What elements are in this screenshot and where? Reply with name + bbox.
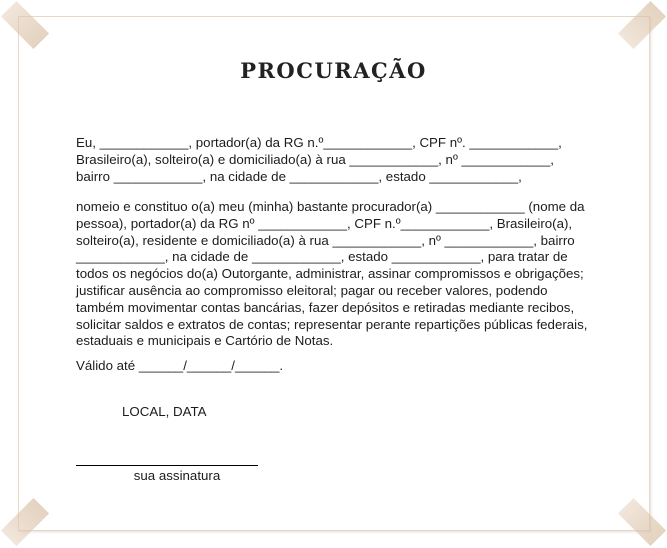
paragraph-line: Eu, ____________, portador(a) da RG n.º____________, CPF nº. ____________, bbox=[76, 135, 562, 150]
paragraph-line: estaduais e municipais e Cartório de Notas. bbox=[76, 333, 334, 349]
local-date: LOCAL, DATA bbox=[122, 404, 207, 419]
signature-line bbox=[76, 465, 258, 466]
paragraph-line: Brasileiro(a), solteiro(a) e domiciliado(a) à rua ____________, nº ____________, bbox=[76, 151, 554, 167]
paragraph-line: bairro ____________, na cidade de ____________, estado ____________, bbox=[76, 168, 522, 184]
paragraph-line: também movimentar contas bancárias, fazer depósitos e retiradas mediante recibos, bbox=[76, 299, 575, 315]
signature-label: sua assinatura bbox=[133, 468, 221, 483]
paragraph-line: solteiro(a), residente e domiciliado(a) à rua ____________, nº ____________, bairro bbox=[76, 232, 575, 248]
document-title: PROCURAÇÃO bbox=[240, 58, 427, 83]
paragraph-grantor bbox=[76, 135, 616, 185]
paragraph-line: ____________, na cidade de ____________, estado ____________, para tratar de bbox=[76, 249, 568, 265]
validity-line bbox=[76, 358, 616, 375]
validity-text: Válido até ______/______/______. bbox=[76, 358, 284, 373]
paragraph-line: justificar ausência ao compromisso eleitoral; pagar ou receber valores, podendo bbox=[76, 282, 548, 298]
paragraph-line: solicitar saldos e extratos de contas; representar perante repartições públicas federais, bbox=[76, 316, 588, 332]
paragraph-line: nomeio e constituo o(a) meu (minha) bastante procurador(a) ____________ (nome da bbox=[76, 199, 585, 214]
paragraph-line: pessoa), portador(a) da RG nº ____________, CPF n.º____________, Brasileiro(a), bbox=[76, 215, 573, 231]
paragraph-attorney-powers bbox=[76, 199, 616, 350]
paragraph-line: todos os negócios do(a) Outorgante, administrar, assinar compromissos e obrigações; bbox=[76, 266, 584, 282]
